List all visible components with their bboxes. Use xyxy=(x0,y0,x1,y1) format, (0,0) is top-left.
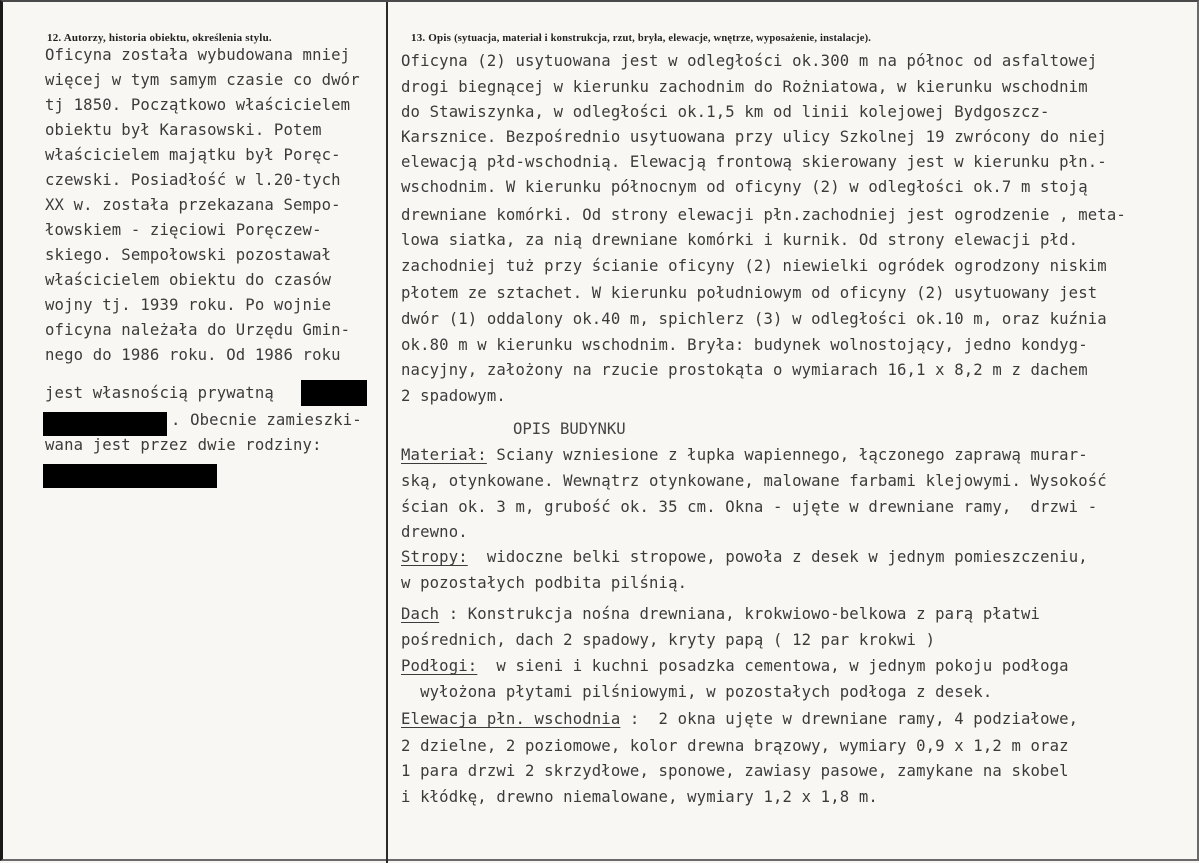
dach-text: : Konstrukcja nośna drewniana, krokwiowo-belkowa z parą płatwi xyxy=(439,605,1041,623)
right-line: ską, otynkowane. Wewnątrz otynkowane, malowane farbami klejowymi. Wysokość xyxy=(401,472,1107,490)
podlogi-text: w sieni i kuchni posadzka cementowa, w jednym pokoju podłoga xyxy=(477,657,1069,675)
right-line: nacyjny, założony na rzucie prostokąta o wymiarach 16,1 x 8,2 m z dachem xyxy=(401,361,1088,379)
left-line: oficyna należała do Urzędu Gmin- xyxy=(45,321,351,339)
right-section-number: 13. Opis xyxy=(411,32,452,44)
right-line: wyłożona płytami pilśniowymi, w pozostałych podłoga z desek. xyxy=(401,683,993,701)
right-line: Karsznice. Bezpośrednio usytuowana przy ulicy Szkolnej 19 zwrócony do niej xyxy=(401,128,1107,146)
stropy-text: widoczne belki stropowe, powoła z desek w jednym pomieszczeniu, xyxy=(467,548,1088,566)
right-line: w pozostałych podbita pilśnią. xyxy=(401,574,688,592)
left-line: właścicielem obiektu do czasów xyxy=(45,271,332,289)
right-line: ok.80 m w kierunku wschodnim. Bryła: budynek wolnostojący, jedno kondyg- xyxy=(401,336,1088,354)
material-label: Materiał: xyxy=(401,446,487,464)
left-line: wojny tj. 1939 roku. Po wojnie xyxy=(45,296,332,314)
elewacja-line xyxy=(401,710,1078,728)
right-line: elewacją płd-wschodnią. Elewacją frontową skierowany jest w kierunku płn.- xyxy=(401,153,1107,171)
dach-line xyxy=(401,605,1040,623)
right-line: Oficyna (2) usytuowana jest w odległości ok.300 m na północ od asfaltowej xyxy=(401,52,1098,70)
left-line: obiektu był Karasowski. Potem xyxy=(45,121,322,139)
left-line: wana jest przez dwie rodziny: xyxy=(45,436,322,454)
right-line: pośrednich, dach 2 spadowy, kryty papą ( 12 par krokwi ) xyxy=(401,631,936,649)
right-line: drogi biegnącej w kierunku zachodnim do Rożniatowa, w kierunku wschodnim xyxy=(401,78,1088,96)
stropy-line xyxy=(401,548,1088,566)
left-line: tj 1850. Początkowo właścicielem xyxy=(45,96,351,114)
right-line: drewniane komórki. Od strony elewacji płn.zachodniej jest ogrodzenie , meta- xyxy=(401,206,1126,224)
right-line: dwór (1) oddalony ok.40 m, spichlerz (3) w odległości ok.10 m, oraz kuźnia xyxy=(401,310,1107,328)
elewacja-label: Elewacja płn. wschodnia xyxy=(401,710,621,728)
right-line: drewno. xyxy=(401,523,468,541)
section-title: OPIS BUDYNKU xyxy=(513,420,626,438)
stropy-label: Stropy: xyxy=(401,548,468,566)
right-line: 1 para drzwi 2 skrzydłowe, sponowe, zawiasy pasowe, zamykane na skobel xyxy=(401,762,1069,780)
right-line: i kłódkę, drewno niemalowane, wymiary 1,2 x 1,8 m. xyxy=(401,788,878,806)
right-line: płotem ze sztachet. W kierunku południowym od oficyny (2) usytuowany jest xyxy=(401,284,1098,302)
redaction-bar xyxy=(301,380,367,406)
left-line: łowskiem - zięciowi Poręczew- xyxy=(45,221,322,239)
dach-label: Dach xyxy=(401,605,440,623)
left-line: . Obecnie zamieszki- xyxy=(171,411,362,429)
right-section-subtitle: (sytuacja, materiał i konstrukcja, rzut, bryła, elewacje, wnętrze, wyposażenie, instalacje). xyxy=(454,33,872,44)
column-divider xyxy=(386,2,388,863)
left-line: XX w. została przekazana Sempo- xyxy=(45,196,341,214)
left-line: więcej w tym samym czasie co dwór xyxy=(45,71,360,89)
left-line: nego do 1986 roku. Od 1986 roku xyxy=(45,346,341,364)
material-text: Sciany wzniesione z łupka wapiennego, łączonego zaprawą murar- xyxy=(486,446,1088,464)
right-line: 2 dzielne, 2 poziomowe, kolor drewna brązowy, wymiary 0,9 x 1,2 m oraz xyxy=(401,737,1069,755)
material-line xyxy=(401,446,1088,464)
elewacja-text: : 2 okna ujęte w drewniane ramy, 4 podziałowe, xyxy=(620,710,1079,728)
redaction-bar xyxy=(43,412,167,436)
left-line: jest własnością prywatną xyxy=(45,384,274,402)
right-line: lowa siatka, za nią drewniane komórki i kurnik. Od strony elewacji płd. xyxy=(401,231,1079,249)
right-line: zachodniej tuż przy ścianie oficyny (2) niewielki ogródek ogrodzony niskim xyxy=(401,257,1107,275)
podlogi-line xyxy=(401,657,1069,675)
right-section-header xyxy=(411,32,871,44)
right-line: 2 spadowym. xyxy=(401,387,506,405)
left-line: czewski. Posiadłość w l.20-tych xyxy=(45,171,341,189)
redaction-bar xyxy=(43,464,217,488)
podlogi-label: Podłogi: xyxy=(401,657,478,675)
left-line: Oficyna została wybudowana mniej xyxy=(45,46,351,64)
left-line: właścicielem majątku był Poręc- xyxy=(45,146,341,164)
left-line: skiego. Sempołowski pozostawał xyxy=(45,246,332,264)
right-line: do Stawiszynka, w odległości ok.1,5 km od linii kolejowej Bydgoszcz- xyxy=(401,103,1050,121)
left-section-header: 12. Autorzy, historia obiektu, określenia stylu. xyxy=(47,32,272,44)
right-line: wschodnim. W kierunku północnym od oficyny (2) w odległości ok.7 m stoją xyxy=(401,178,1088,196)
right-line: ścian ok. 3 m, grubość ok. 35 cm. Okna - ujęte w drewniane ramy, drzwi - xyxy=(401,498,1098,516)
